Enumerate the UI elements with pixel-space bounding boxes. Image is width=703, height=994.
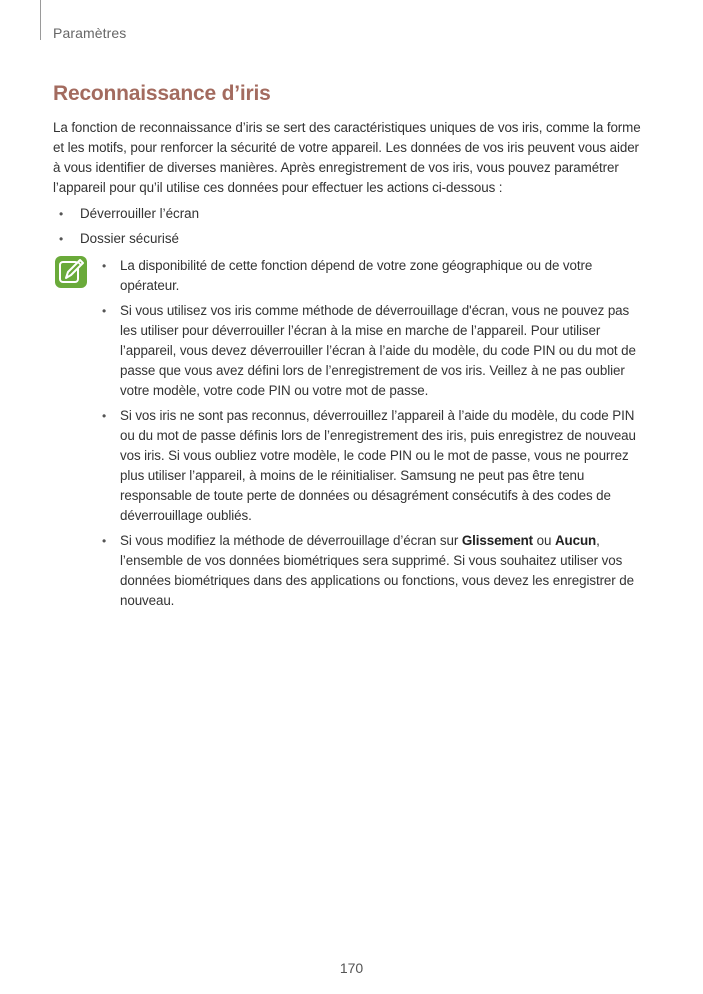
intro-paragraph: La fonction de reconnaissance d’iris se sert des caractéristiques uniques de vos iris, comme la forme et les motifs, pour renforcer la sécurité de votre appareil. Les données de vos iris peuvent vous aider à vous identifier de diverses manières. Après enregistrement de vos iris, vous pouvez paramétrer l’appareil pour qu’il utilise ces données pour effectuer les actions ci-dessous : [53, 120, 641, 195]
note-pencil-icon [54, 255, 88, 289]
list-item-text: Dossier sécurisé [80, 231, 179, 246]
list-item-text: Déverrouiller l’écran [80, 206, 200, 221]
note-text: La disponibilité de cette fonction dépend de votre zone géographique ou de votre opérateur. [120, 258, 593, 293]
option-glissement: Glissement [461, 533, 534, 548]
note-text: Si vos iris ne sont pas reconnus, déverrouillez l’appareil à l’aide du modèle, du code PIN ou du mot de passe définis lors de l’enregistrement des iris, puis enregistrez de nouveau vos iris. Si vous oubliez votre modèle, le code PIN ou le mot de passe, vous ne pourrez plus utiliser l’appareil, à moins de le réinitialiser. Samsung ne peut pas être tenu responsable de toute perte de données ou désagrément consécutifs à des codes de déverrouillage oubliés. [120, 408, 636, 523]
bullet-icon: • [102, 259, 107, 273]
bullet-icon: • [102, 409, 107, 423]
bullet-icon: • [59, 207, 64, 221]
header-rule [40, 0, 41, 40]
list-item [53, 204, 643, 224]
section-header: Paramètres [53, 25, 127, 41]
note-item [100, 301, 645, 401]
bullet-icon: • [59, 232, 64, 246]
note-text-part: Si vous modifiez la méthode de déverrouillage d’écran sur [120, 533, 462, 548]
list-item [53, 229, 643, 249]
page-title: Reconnaissance d’iris [53, 82, 271, 105]
note-item [100, 256, 645, 296]
note-text-part: , l’ensemble de vos données biométriques sera supprimé. Si vous souhaitez utiliser vos données biométriques dans des applications ou fonctions, vous devez les enregistrer de nouveau. [120, 533, 634, 608]
note-text-part: ou [533, 533, 555, 548]
bullet-icon: • [102, 534, 107, 548]
feature-list [53, 204, 643, 254]
notes-list [100, 256, 645, 616]
bullet-icon: • [102, 304, 107, 318]
note-item [100, 406, 645, 526]
option-aucun: Aucun [554, 533, 597, 548]
note-text: Si vous utilisez vos iris comme méthode de déverrouillage d'écran, vous ne pouvez pas les utiliser pour déverrouiller l’écran à la mise en marche de l’appareil. Pour utiliser l’appareil, vous devez déverrouiller l’écran à l’aide du modèle, du code PIN ou du mot de passe que vous avez défini lors de l’enregistrement de vos iris. Veillez à ne pas oublier votre modèle, votre code PIN ou votre mot de passe. [120, 303, 636, 398]
note-item [100, 531, 645, 611]
page-number: 170 [339, 960, 364, 976]
